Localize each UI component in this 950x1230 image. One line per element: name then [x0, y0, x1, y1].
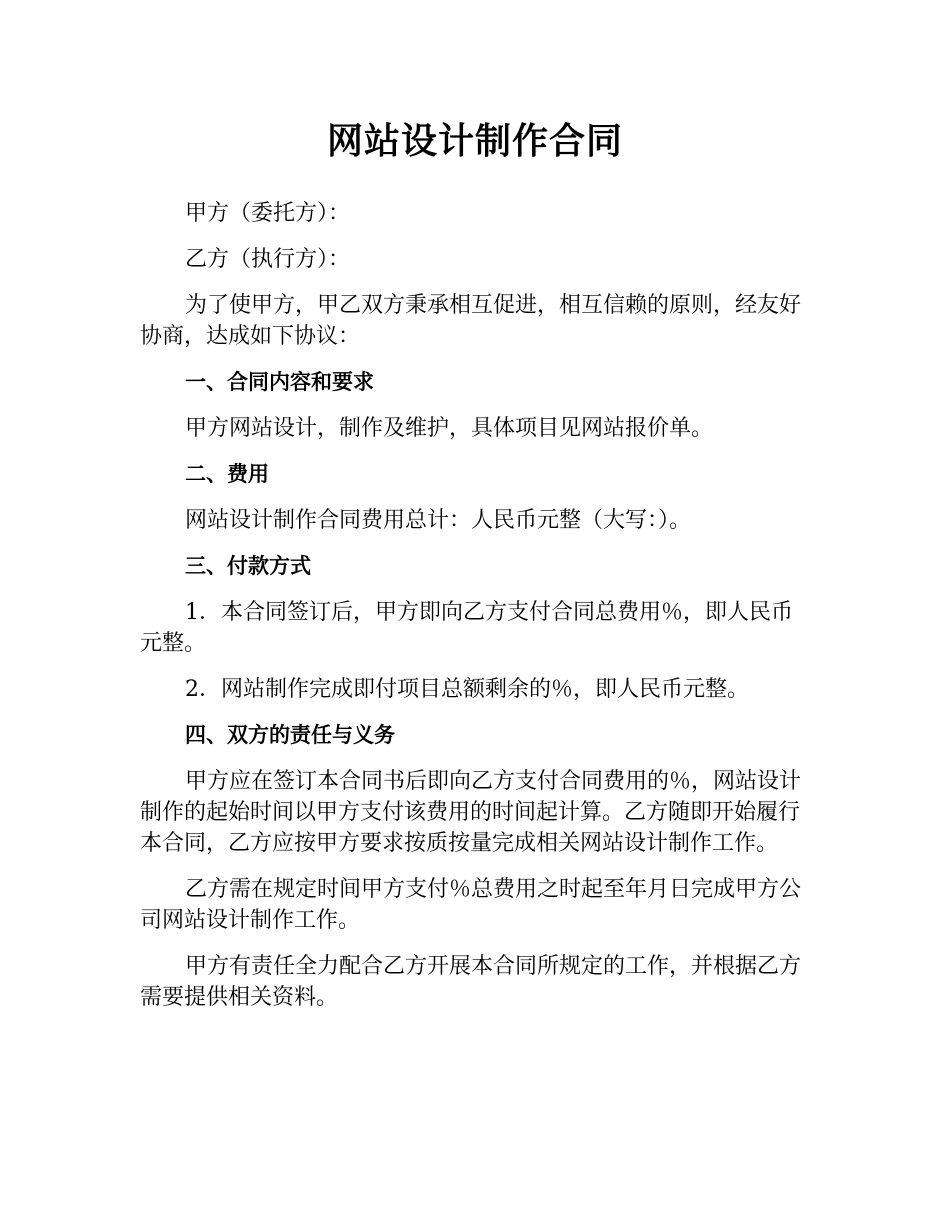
- section-paragraph: 网站设计制作合同费用总计：人民币元整（大写：）。: [185, 508, 692, 533]
- payment-clause-2: 2．网站制作完成即付项目总额剩余的％，即人民币元整。: [185, 677, 749, 702]
- responsibility-paragraph: 甲方有责任全力配合乙方开展本合同所规定的工作，并根据乙方需要提供相关资料。: [140, 954, 802, 1010]
- responsibility-paragraph: 乙方需在规定时间甲方支付％总费用之时起至年月日完成甲方公司网站设计制作工作。: [140, 877, 802, 933]
- party-a-line: 甲方（委托方）：: [185, 201, 351, 226]
- document-title: 网站设计制作合同: [326, 121, 623, 162]
- payment-clause-1: 1．本合同签订后，甲方即向乙方支付合同总费用％，即人民币元整。: [140, 600, 793, 656]
- document-body: [140, 198, 812, 1028]
- section-heading-contract-content: 一、合同内容和要求: [185, 370, 374, 394]
- preamble-paragraph: 为了使甲方，甲乙双方秉承相互促进，相互信赖的原则，经友好协商，达成如下协议：: [140, 293, 802, 349]
- section-paragraph: 甲方网站设计，制作及维护，具体项目见网站报价单。: [185, 416, 714, 441]
- section-heading-fees: 二、费用: [185, 462, 269, 486]
- responsibility-paragraph: 甲方应在签订本合同书后即向乙方支付合同费用的％，网站设计制作的起始时间以甲方支付该费用的时间起计算。乙方随即开始履行本合同，乙方应按甲方要求按质按量完成相关网站设计制作工作。: [140, 769, 802, 856]
- section-heading-responsibilities: 四、双方的责任与义务: [185, 723, 395, 747]
- section-heading-payment-method: 三、付款方式: [185, 554, 311, 578]
- party-b-line: 乙方（执行方）：: [185, 247, 351, 272]
